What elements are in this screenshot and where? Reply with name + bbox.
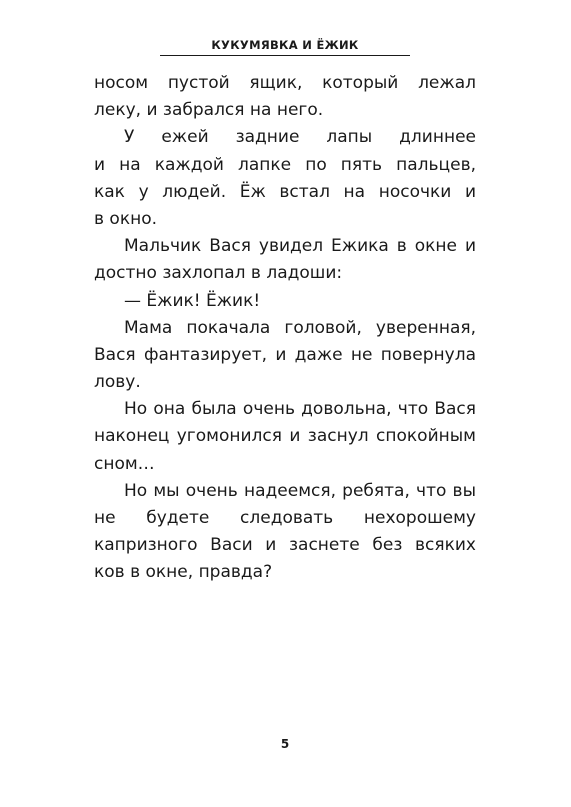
text-line: и на каждой лапке по пять пальцев, bbox=[94, 154, 476, 175]
text-line: как у людей. Ёж встал на носочки и bbox=[94, 181, 476, 202]
text-line: в окно. bbox=[94, 208, 158, 229]
text-line: Вася фантазирует, и даже не повернула bbox=[94, 344, 476, 365]
text-line: сном… bbox=[94, 453, 155, 474]
text-line: Но мы очень надеемся, ребята, что вы bbox=[124, 480, 476, 501]
text-line: наконец угомонился и заснул спокойным bbox=[94, 426, 476, 447]
text-line: Мама покачала головой, уверенная, bbox=[124, 317, 476, 338]
text-line: Мальчик Вася увидел Ежика в окне и bbox=[124, 236, 476, 257]
running-head-title: КУКУМЯВКА И ЁЖИК bbox=[211, 38, 359, 52]
text-line: ков в окне, правда? bbox=[94, 562, 273, 583]
text-line: капризного Васи и заснете без всяких bbox=[94, 535, 476, 556]
text-line: леку, и забрался на него. bbox=[94, 100, 324, 121]
text-line: У ежей задние лапы длиннее bbox=[124, 127, 476, 148]
text-line: — Ёжик! Ёжик! bbox=[124, 290, 261, 311]
text-line: Но она была очень довольна, что Вася bbox=[124, 399, 476, 420]
page-number: 5 bbox=[280, 737, 290, 751]
page-body-text bbox=[94, 70, 476, 587]
header-rule bbox=[160, 55, 410, 56]
text-line: не будете следовать нехорошему bbox=[94, 508, 476, 528]
text-line: лову. bbox=[94, 372, 141, 393]
text-line: носом пустой ящик, который лежал bbox=[94, 73, 476, 93]
text-line: достно захлопал в ладоши: bbox=[94, 263, 343, 284]
